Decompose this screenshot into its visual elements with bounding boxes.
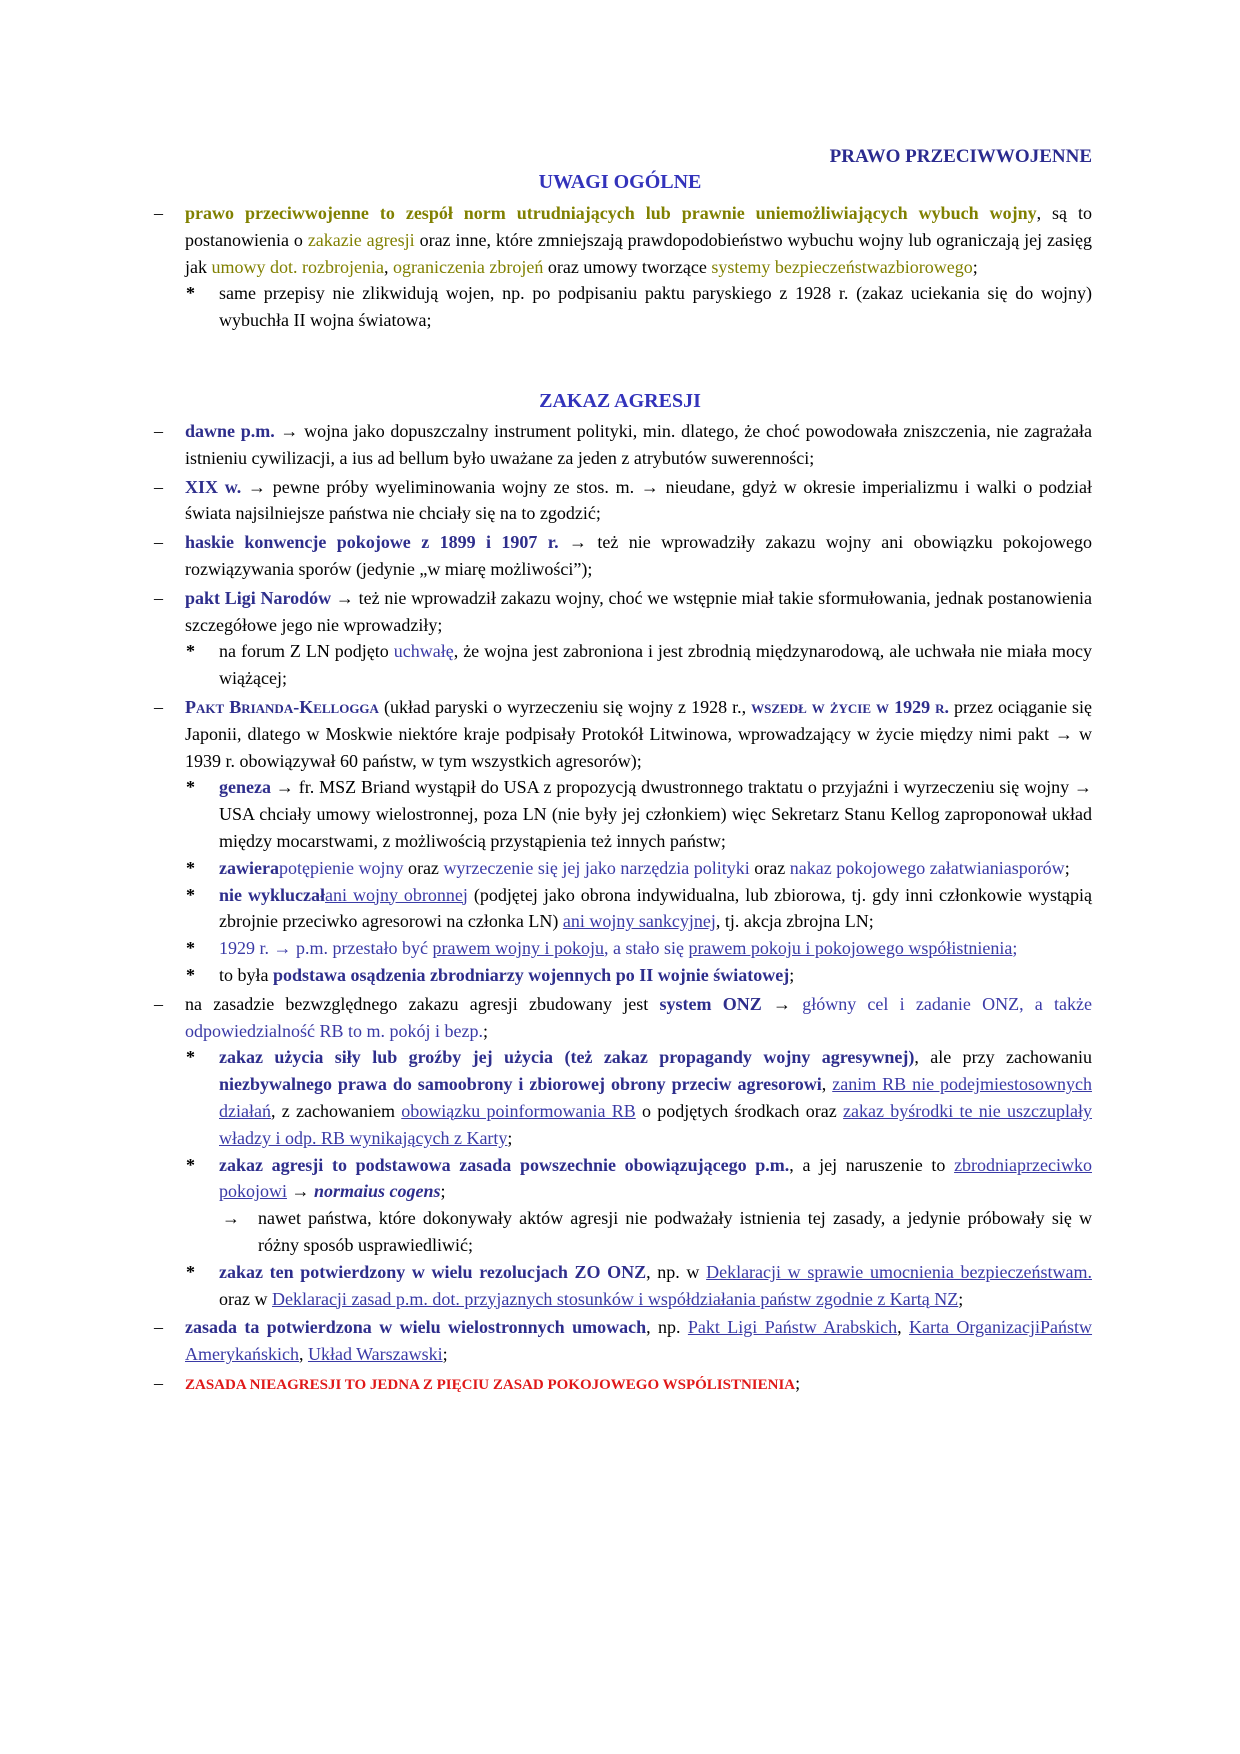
dash-bullet: –: [154, 1317, 163, 1338]
list-item: – na zasadzie bezwzględnego zakazu agresji zbudowany jest system ONZ → główny cel i zadanie ONZ, a także odpowiedzialność RB to m. pokój i bezp.;: [0, 991, 1240, 1045]
list-subitem: * to była podstawa osądzenia zbrodniarzy wojennych po II wojnie światowej;: [0, 962, 1240, 989]
list-item: – zasada ta potwierdzona w wielu wielostronnych umowach, np. Pakt Ligi Państw Arabskich, Karta OrganizacjiPaństw Amerykańskich, Układ Warszawski;: [0, 1314, 1240, 1368]
section-aggression-body: [0, 418, 1240, 1399]
list-subsubitem: → nawet państwa, które dokonywały aktów agresji nie podważały istnienia tej zasady, a jedynie próbowały się w różny sposób usprawiedliwić;: [0, 1205, 1240, 1259]
list-item: – prawo przeciwwojenne to zespół norm utrudniających lub prawnie uniemożliwiających wybuch wojny, są to postanowienia o zakazie agresji oraz inne, które zmniejszają prawdopodobieństwo wybuchu wojny lub ograniczają jej zasięg jak umowy dot. rozbrojenia, ograniczenia zbrojeń oraz umowy tworzące systemy bezpieczeństwazbiorowego;: [0, 200, 1240, 280]
link[interactable]: Karta OrganizacjiPaństw Amerykańskich: [185, 1317, 1093, 1365]
link[interactable]: zbrodniaprzeciwko pokojowi: [219, 1154, 1092, 1202]
list-subitem: * zakaz użycia siły lub groźby jej użycia (też zakaz propagandy wojny agresywnej), ale przy zachowaniu niezbywalnego prawa do samoobrony i zbiorowej obrony przeciw agresorowi, zanim RB nie podejmiestosownych działań, z zachowaniem obowiązku poinformowania RB o podjętych środkach oraz zakaz byśrodki te nie uszczuplały władzy i odp. RB wynikających z Karty;: [0, 1044, 1240, 1151]
list-item: – ZASADA NIEAGRESJI TO JEDNA Z PIĘCIU ZASAD POKOJOWEGO WSPÓLISTNIENIA;: [0, 1370, 1240, 1399]
link[interactable]: Deklaracji zasad p.m. dot. przyjaznych stosunków i współdziałania państw zgodnie z Kartą NZ: [271, 1288, 959, 1309]
list-item: – XIX w. → pewne próby wyeliminowania wojny ze stos. m. → nieudane, gdyż w okresie imperializmu i walki o podział świata najsilniejsze państwa nie chciały się na to zgodzić;: [0, 474, 1240, 528]
star-bullet: *: [186, 641, 195, 662]
link[interactable]: Układ Warszawski: [307, 1344, 443, 1365]
document-title: PRAWO PRZECIWWOJENNE: [829, 146, 1092, 167]
dash-bullet: –: [154, 203, 163, 223]
dash-bullet: –: [154, 532, 163, 553]
dash-bullet: –: [154, 1372, 163, 1393]
star-bullet: *: [186, 777, 195, 798]
list-subitem: * 1929 r. → p.m. przestało być prawem wojny i pokoju, a stało się prawem pokoju i pokojowego współistnienia;: [0, 935, 1240, 962]
star-bullet: *: [186, 283, 195, 304]
star-bullet: *: [186, 938, 195, 959]
list-item: – haskie konwencje pokojowe z 1899 i 1907 r. → też nie wprowadziły zakazu wojny ani obowiązku pokojowego rozwiązywania sporów (jedynie „w miarę możliwości”);: [0, 529, 1240, 583]
link[interactable]: zanim RB nie podejmiestosownych działań: [219, 1074, 1092, 1121]
link[interactable]: zakaz byśrodki te nie uszczuplały władzy i odp. RB wynikających z Karty: [219, 1100, 1092, 1148]
list-subitem: * geneza → fr. MSZ Briand wystąpił do USA z propozycją dwustronnego traktatu o przyjaźni i wyrzeczeniu się wojny → USA chciały umowy wielostronnej, poza LN (nie były jej członkiem) więc Sekretarz Stanu Kellog zaproponował układ między mocarstwami, z możliwością przystąpienia też innych państw;: [0, 774, 1240, 854]
dash-bullet: –: [154, 421, 163, 441]
star-bullet: *: [186, 1261, 195, 1282]
dash-bullet: –: [154, 993, 163, 1014]
link[interactable]: prawem wojny i pokoju: [432, 938, 604, 959]
link[interactable]: ani wojny obronnej: [324, 884, 468, 905]
list-subitem: * zakaz agresji to podstawowa zasada powszechnie obowiązującego p.m., a jej naruszenie to zbrodniaprzeciwko pokojowi → normaius cogens;: [0, 1152, 1240, 1206]
star-bullet: *: [186, 857, 195, 878]
list-item: – Pakt Brianda-Kellogga (układ paryski o wyrzeczeniu się wojny z 1928 r., wszedł w życie w 1929 r. przez ociąganie się Japonii, dlatego w Moskwie niektóre kraje podpisały Protokół Litwinowa, wprowadzający w życie między nimi pakt → w 1939 r. obowiązywał 60 państw, w tym wszystkich agresorów);: [0, 694, 1240, 774]
list-subitem: * zakaz ten potwierdzony w wielu rezolucjach ZO ONZ, np. w Deklaracji w sprawie umocnienia bezpieczeństwam. oraz w Deklaracji zasad p.m. dot. przyjaznych stosunków i współdziałania państw zgodnie z Kartą NZ;: [0, 1259, 1240, 1313]
link[interactable]: Pakt Ligi Państw Arabskich: [687, 1317, 898, 1338]
link[interactable]: ani wojny sankcyjnej: [562, 911, 716, 932]
section-heading-general: UWAGI OGÓLNE: [538, 171, 702, 193]
star-bullet: *: [186, 964, 195, 985]
link[interactable]: Deklaracji w sprawie umocnienia bezpieczeństwam.: [706, 1261, 1092, 1282]
link[interactable]: obowiązku poinformowania RB: [401, 1100, 636, 1121]
dash-bullet: –: [154, 476, 163, 497]
list-subitem: * na forum Z LN podjęto uchwałę, że wojna jest zabroniona i jest zbrodnią międzynarodową, ale uchwała nie miała mocy wiążącej;: [0, 638, 1240, 692]
star-bullet: *: [186, 1047, 195, 1068]
list-subitem: * nie wykluczałani wojny obronnej (podjętej jako obrona indywidualna, lub zbiorowa, tj. gdy inni członkowie wystąpią zbrojnie przeciwko agresorowi na członka LN) ani wojny sankcyjnej, tj. akcja zbrojna LN;: [0, 882, 1240, 936]
section-heading-aggression: ZAKAZ AGRESJI: [539, 390, 701, 412]
star-bullet: *: [186, 1154, 195, 1175]
list-item: – pakt Ligi Narodów → też nie wprowadził zakazu wojny, choć we wstępnie miał takie sformułowania, jednak postanowienia szczegółowe jego nie wprowadziły;: [0, 585, 1240, 639]
list-subitem: * zawierapotępienie wojny oraz wyrzeczenie się jej jako narzędzia polityki oraz nakaz pokojowego załatwianiasporów;: [0, 855, 1240, 882]
list-subitem: * same przepisy nie zlikwidują wojen, np. po podpisaniu paktu paryskiego z 1928 r. (zakaz uciekania się do wojny) wybuchła II wojna światowa;: [0, 280, 1240, 334]
dash-bullet: –: [154, 587, 163, 608]
arrow-bullet: →: [222, 1208, 240, 1229]
link[interactable]: prawem pokoju i pokojowego współistnienia: [688, 938, 1013, 959]
section-general-body: [0, 200, 1240, 334]
list-item: – dawne p.m. → wojna jako dopuszczalny instrument polityki, min. dlatego, że choć powodowała zniszczenia, nie zagrażała istnieniu cywilizacji, a ius ad bellum było uważane za jeden z atrybutów suwerenności;: [0, 418, 1240, 472]
star-bullet: *: [186, 884, 195, 905]
dash-bullet: –: [154, 696, 163, 717]
